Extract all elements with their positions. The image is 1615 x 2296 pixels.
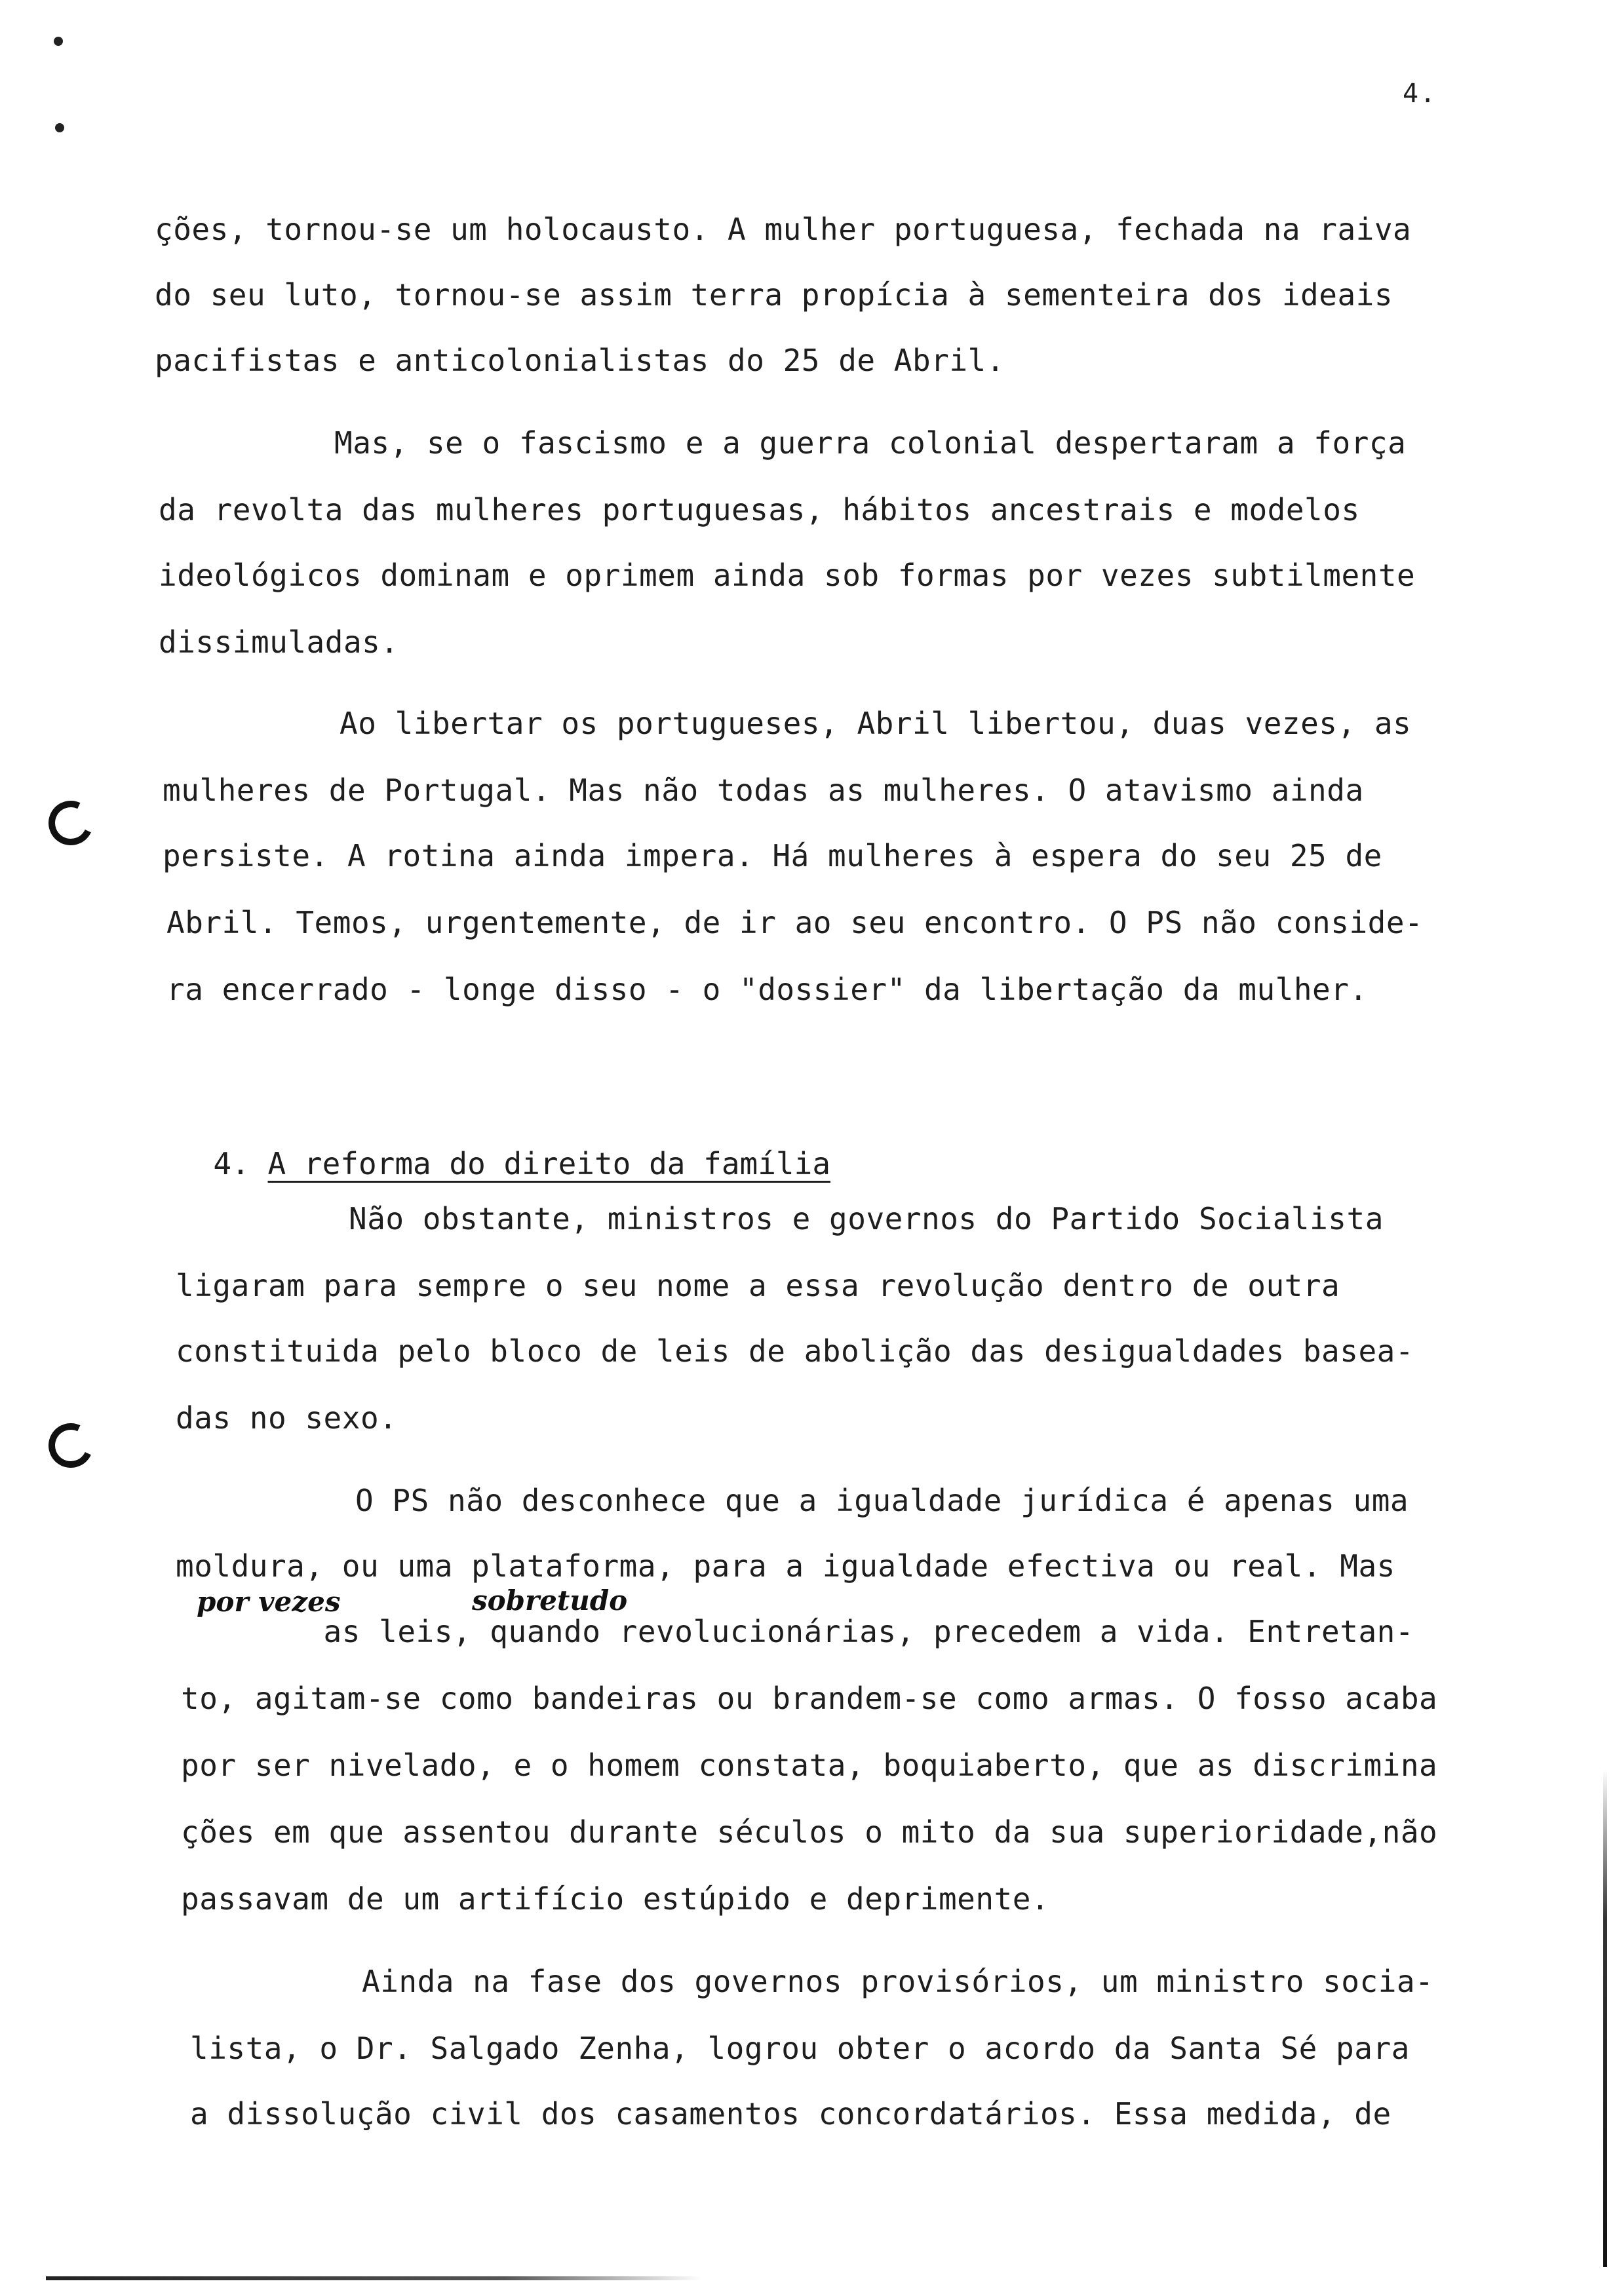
p5-line-6: ções em que assentou durante séculos o mito da sua superioridade,não bbox=[181, 1814, 1438, 1850]
p1-line-2: do seu luto, tornou-se assim terra propícia à sementeira dos ideais bbox=[155, 277, 1393, 313]
p5-line-3: as leis, quando revolucionárias, precedem a vida. Entretan- bbox=[176, 1614, 1414, 1649]
p3-line-2: mulheres de Portugal. Mas não todas as mulheres. O atavismo ainda bbox=[163, 773, 1364, 808]
p5-line-5: por ser nivelado, e o homem constata, boquiaberto, que as discrimina bbox=[181, 1748, 1438, 1783]
p5-line-1: O PS não desconhece que a igualdade jurídica é apenas uma bbox=[355, 1483, 1409, 1518]
p5-line-7: passavam de um artifício estúpido e deprimente. bbox=[181, 1881, 1050, 1917]
handwritten-note-insert: sobretudo bbox=[472, 1584, 628, 1617]
p6-line-2: lista, o Dr. Salgado Zenha, logrou obter o acordo da Santa Sé para bbox=[190, 2031, 1410, 2066]
p6-line-3: a dissolução civil dos casamentos concordatários. Essa medida, de bbox=[190, 2096, 1391, 2132]
p5-line-2: moldura, ou uma plataforma, para a igualdade efectiva ou real. Mas bbox=[176, 1548, 1395, 1584]
p3-line-1: Ao libertar os portugueses, Abril libertou, duas vezes, as bbox=[340, 706, 1412, 741]
p1-line-1: ções, tornou-se um holocausto. A mulher portuguesa, fechada na raiva bbox=[155, 212, 1412, 247]
p4-line-4: das no sexo. bbox=[176, 1400, 398, 1436]
p2-line-2: da revolta das mulheres portuguesas, hábitos ancestrais e modelos bbox=[159, 492, 1360, 527]
section-number: 4. bbox=[213, 1146, 250, 1181]
punch-hole-upper bbox=[42, 794, 99, 851]
section-title: A reforma do direito da família bbox=[267, 1146, 831, 1181]
bottom-edge-shadow bbox=[46, 2276, 701, 2280]
right-edge-shadow bbox=[1603, 1769, 1607, 2267]
p6-line-1: Ainda na fase dos governos provisórios, um ministro socia- bbox=[362, 1964, 1434, 1999]
p5-line-4: to, agitam-se como bandeiras ou brandem-se como armas. O fosso acaba bbox=[181, 1681, 1438, 1716]
p4-line-2: ligaram para sempre o seu nome a essa revolução dentro de outra bbox=[176, 1268, 1340, 1303]
page-number: 4. bbox=[1403, 79, 1437, 109]
p2-line-3: ideológicos dominam e oprimem ainda sob formas por vezes subtilmente bbox=[159, 558, 1416, 593]
p4-line-1: Não obstante, ministros e governos do Partido Socialista bbox=[349, 1201, 1384, 1236]
scan-speck-second bbox=[55, 123, 64, 132]
p3-line-3: persiste. A rotina ainda impera. Há mulheres à espera do seu 25 de bbox=[163, 838, 1382, 873]
p1-line-3: pacifistas e anticolonialistas do 25 de Abril. bbox=[155, 343, 1005, 378]
p2-line-1: Mas, se o fascismo e a guerra colonial despertaram a força bbox=[334, 425, 1407, 461]
punch-hole-lower bbox=[42, 1417, 99, 1474]
p3-line-5: ra encerrado - longe disso - o "dossier" da libertação da mulher. bbox=[166, 972, 1368, 1007]
scan-speck-top bbox=[54, 37, 63, 46]
section-heading bbox=[177, 1105, 830, 1183]
p2-line-4: dissimuladas. bbox=[159, 624, 399, 660]
p4-line-3: constituida pelo bloco de leis de abolição das desigualdades basea- bbox=[176, 1333, 1414, 1369]
handwritten-note-left: por vezes bbox=[197, 1586, 341, 1618]
p3-line-4: Abril. Temos, urgentemente, de ir ao seu encontro. O PS não conside- bbox=[166, 905, 1424, 940]
